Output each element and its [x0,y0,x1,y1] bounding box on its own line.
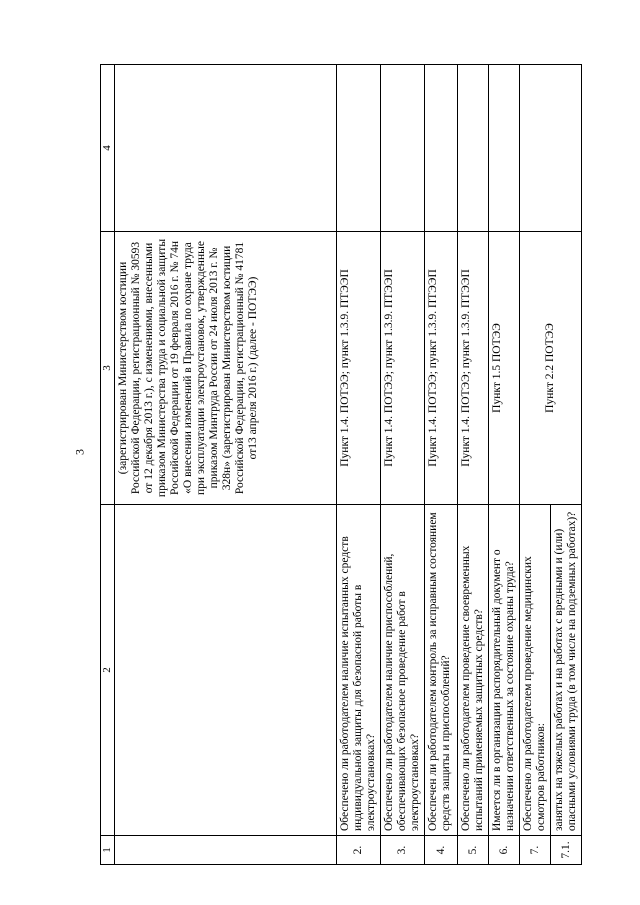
row-number: 7. [520,836,551,865]
row-question: Имеется ли в организации распорядительный документ о назначении ответственных за состояние охраны труда? [489,505,520,836]
table-header-row [101,65,115,865]
row-question: занятых на тяжелых работах и на работах с вредными и (или) опасными условиями труда (в том числе на подземных работах)? [551,505,582,836]
row-question: Обеспечено ли работодателем наличие приспособлений, обеспечивающих безопасное проведение работ в электроустановках? [381,505,425,836]
row-reference: Пункт 1.5 ПОТЭЭ [489,232,520,505]
table-row [458,65,489,865]
row-number: 6. [489,836,520,865]
row-reference: Пункт 1.4. ПОТЭЭ; пункт 1.3.9. ПТЭЭП [381,232,425,505]
page-number: 3 [72,449,87,455]
table-row [489,65,520,865]
table-row [115,65,337,865]
header-col-2: 2 [101,505,115,836]
row-number: 4. [425,836,458,865]
checklist-table-rotated [100,65,578,865]
row-question: Обеспечено ли работодателем наличие испытанных средств индивидуальной защиты для безопасной работы в электроустановках? [337,505,381,836]
row-reference: Пункт 2.2 ПОТЭЭ [520,232,582,505]
row-number: 2. [337,836,381,865]
table-row [425,65,458,865]
row-reference: Пункт 1.4. ПОТЭЭ; пункт 1.3.9. ПТЭЭП [337,232,381,505]
intro-reference: (зарегистрирован Министерством юстиции Российской Федерации, регистрационный № 30593 от 12 декабря 2013 г.), с изменениями, внесенными приказом Министерства труда и социальной защиты Российской Федерации от 19 февраля 2016 г. № 74н «О внесении изменений в Правила по охране труда при эксплуатации электроустановок, утвержденные приказом Минтруда России от 24 июля 2013 г. № 328н» (зарегистрирован Министерством юстиции Российской Федерации, регистрационный № 41781 от13 апреля 2016 г.) (далее - ПОТЭЭ) [115,232,337,505]
row-number: 3. [381,836,425,865]
table-row [381,65,425,865]
header-col-4: 4 [101,65,115,232]
row-question: Обеспечено ли работодателем проведение своевременных испытаний применяемых защитных средств? [458,505,489,836]
table-row [337,65,381,865]
header-col-1: 1 [101,836,115,865]
row-number: 7.1. [551,836,582,865]
table-row [520,65,551,865]
row-number: 5. [458,836,489,865]
row-reference: Пункт 1.4. ПОТЭЭ; пункт 1.3.9. ПТЭЭП [458,232,489,505]
row-question: Обеспечено ли работодателем проведение медицинских осмотров работников: [520,505,551,836]
row-question: Обеспечен ли работодателем контроль за исправным состоянием средств защиты и приспособлений? [425,505,458,836]
checklist-table [100,64,582,865]
header-col-3: 3 [101,232,115,505]
row-reference: Пункт 1.4. ПОТЭЭ; пункт 1.3.9. ПТЭЭП [425,232,458,505]
